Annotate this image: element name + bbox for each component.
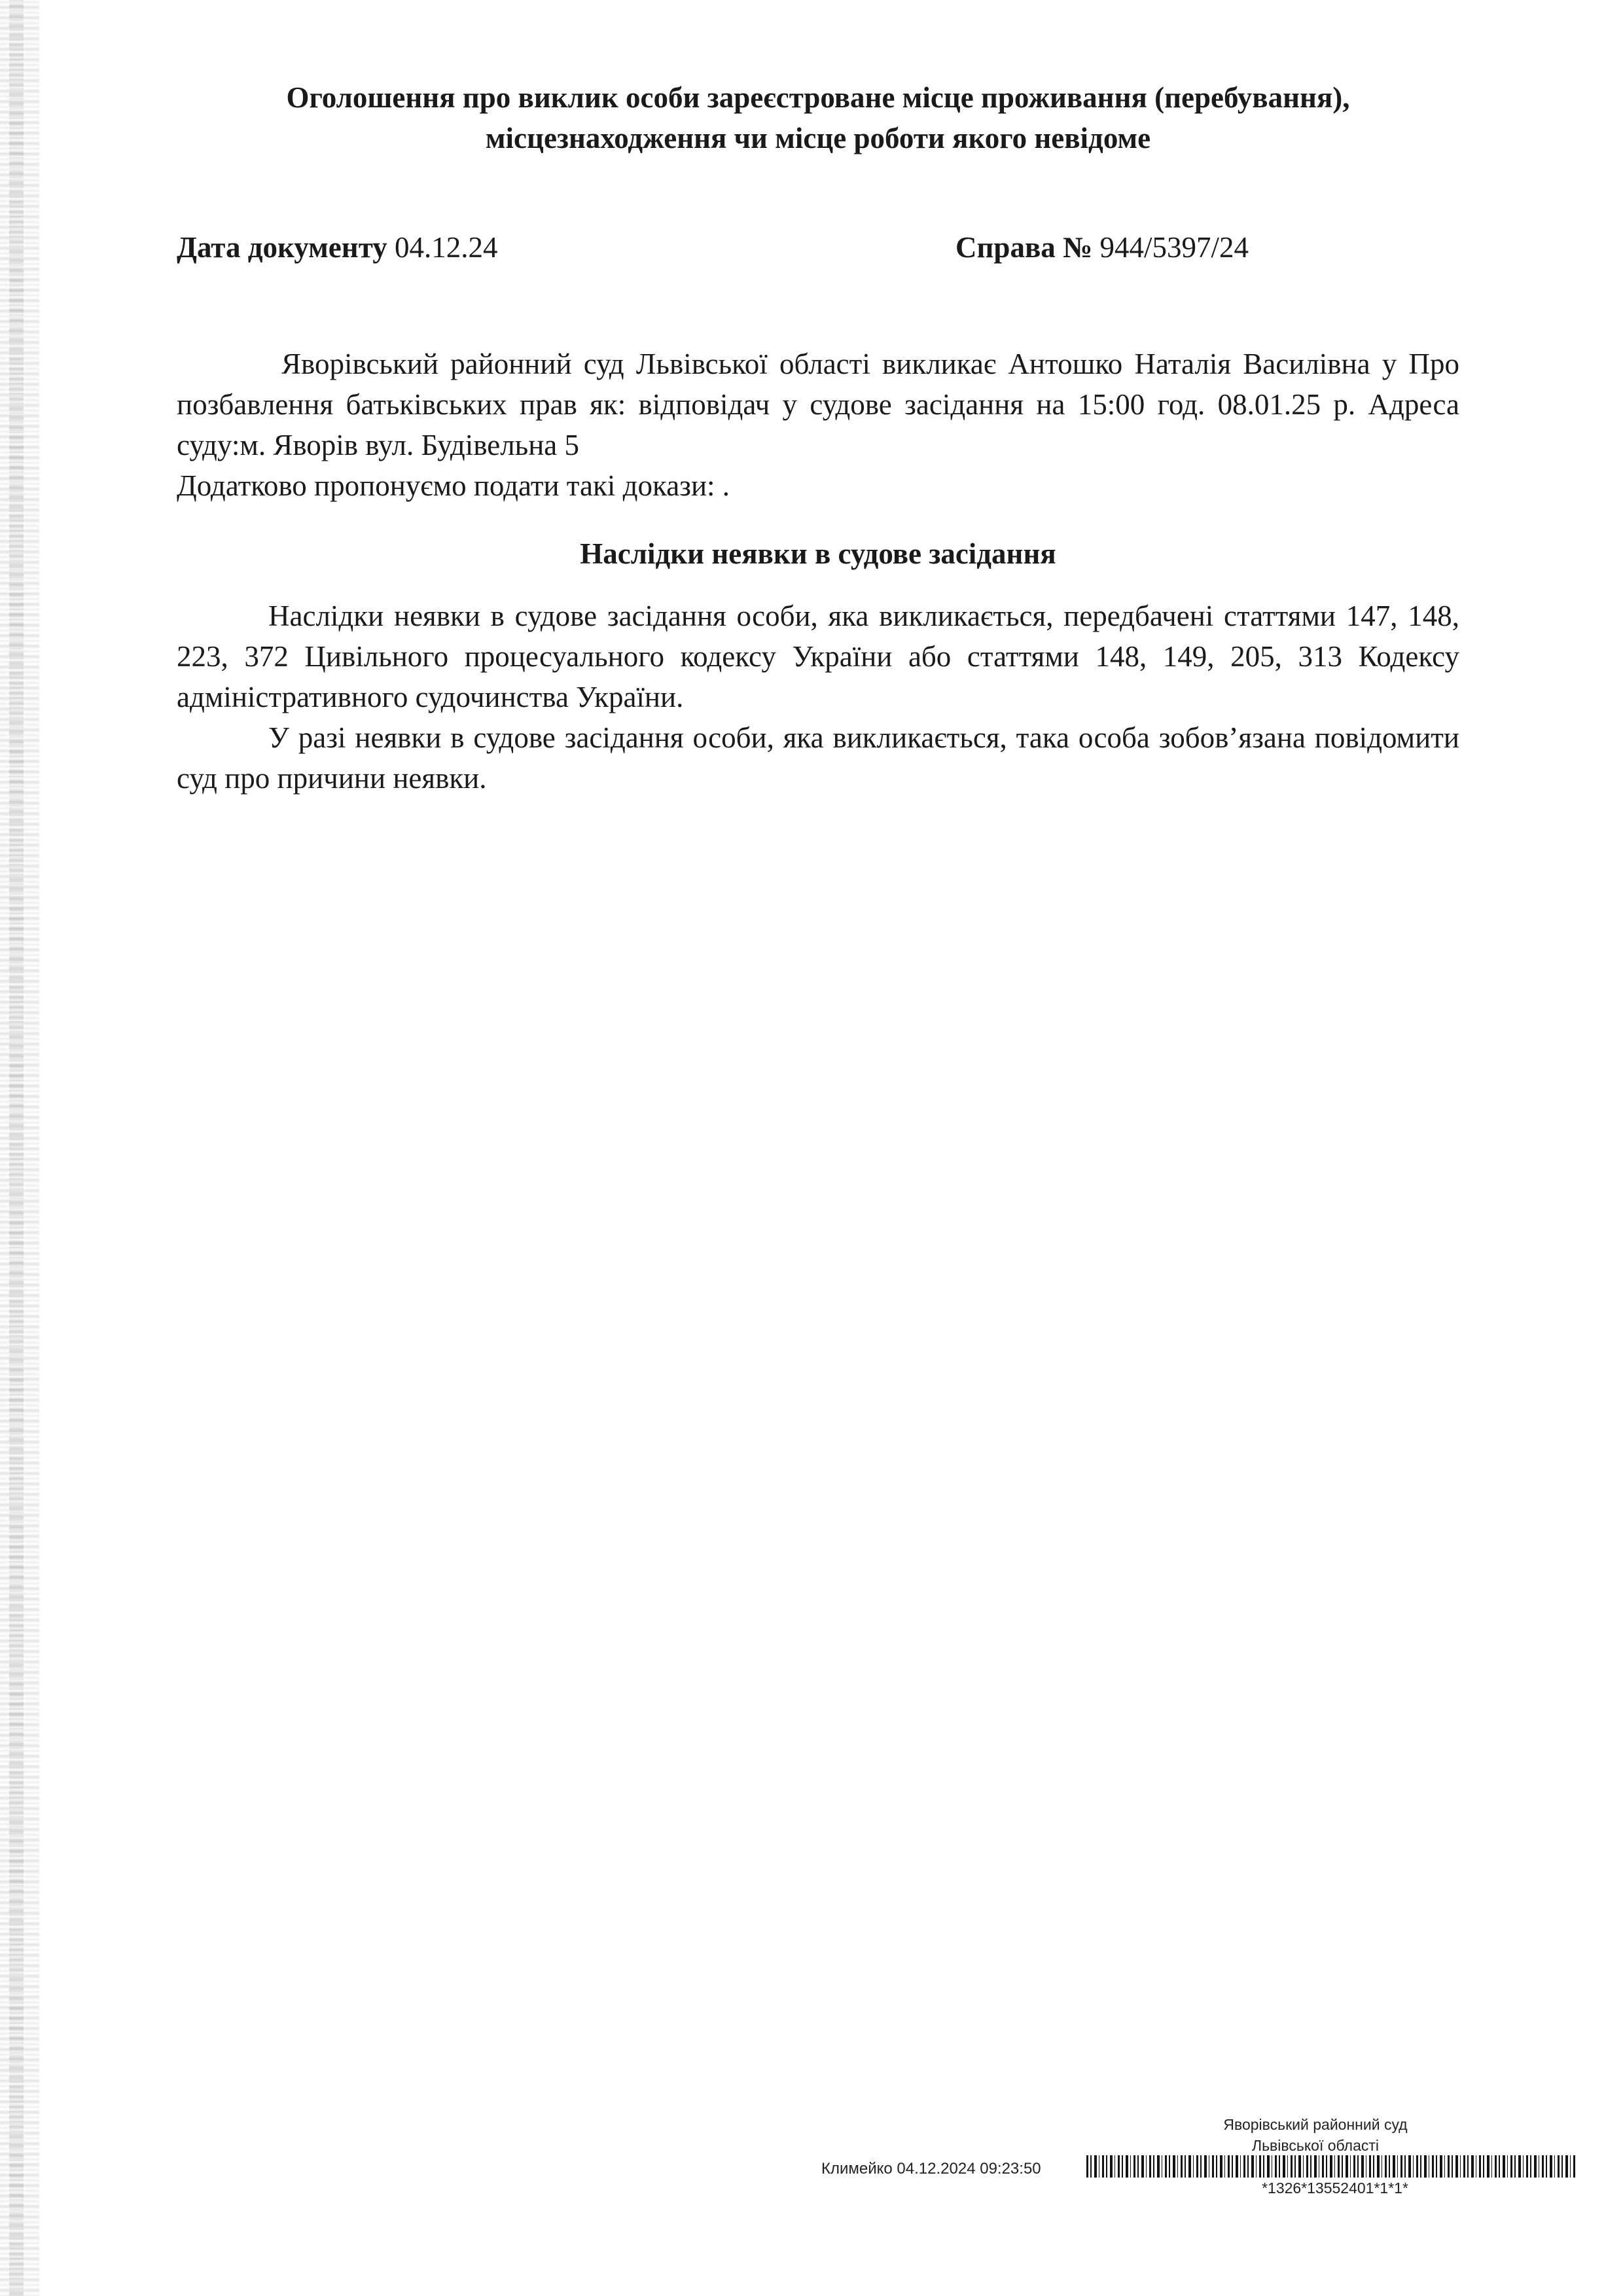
footer-court-region: Львівської області [1251,2137,1380,2154]
evidence-request: Додатково пропонуємо подати такі докази: . [177,469,730,502]
case-label: Справа № [955,231,1093,264]
section-heading: Наслідки неявки в судове засідання [580,537,1056,570]
clerk-timestamp: Климейко 04.12.2024 09:23:50 [821,2160,1041,2178]
consequences-paragraph-1: Наслідки неявки в судове засідання особи, яка викликається, передбачені статтями 147, 148, 223, 372 Цивільного процесуального кодексу України або статтями 148, 149, 205, 313 Кодексу адміністративного судочинства України. [177,600,1459,713]
document-title [177,77,1459,158]
barcode-number: *1326*13552401*1*1* [1262,2179,1408,2197]
consequences-text [177,596,1459,798]
document-date [177,230,497,264]
footer-court-stamp [1191,2114,1440,2156]
scan-edge-artifact [0,0,39,2296]
title-line-2: місцезнаходження чи місце роботи якого невідоме [485,122,1151,154]
summons-text [177,344,1459,506]
barcode-graphic [1086,2155,1577,2178]
date-value: 04.12.24 [394,231,498,264]
document-meta [177,230,1459,276]
date-label: Дата документу [177,231,387,264]
summons-paragraph: Яворівський районний суд Львівської області викликає Антошко Наталія Василівна у Про позбавлення батьківських прав як: відповідач у судове засідання на 15:00 год. 08.01.25 р. Адреса суду:м. Яворів вул. Будівельна 5 [177,348,1459,461]
footer-court-name: Яворівський районний суд [1223,2116,1408,2133]
consequences-paragraph-2: У разі неявки в судове засідання особи, яка викликається, така особа зобов’язана повідомити суд про причини неявки. [177,721,1459,795]
title-line-1: Оголошення про виклик особи зареєстроване місце проживання (перебування), [286,81,1350,114]
case-value: 944/5397/24 [1099,231,1249,264]
case-number [955,230,1249,264]
